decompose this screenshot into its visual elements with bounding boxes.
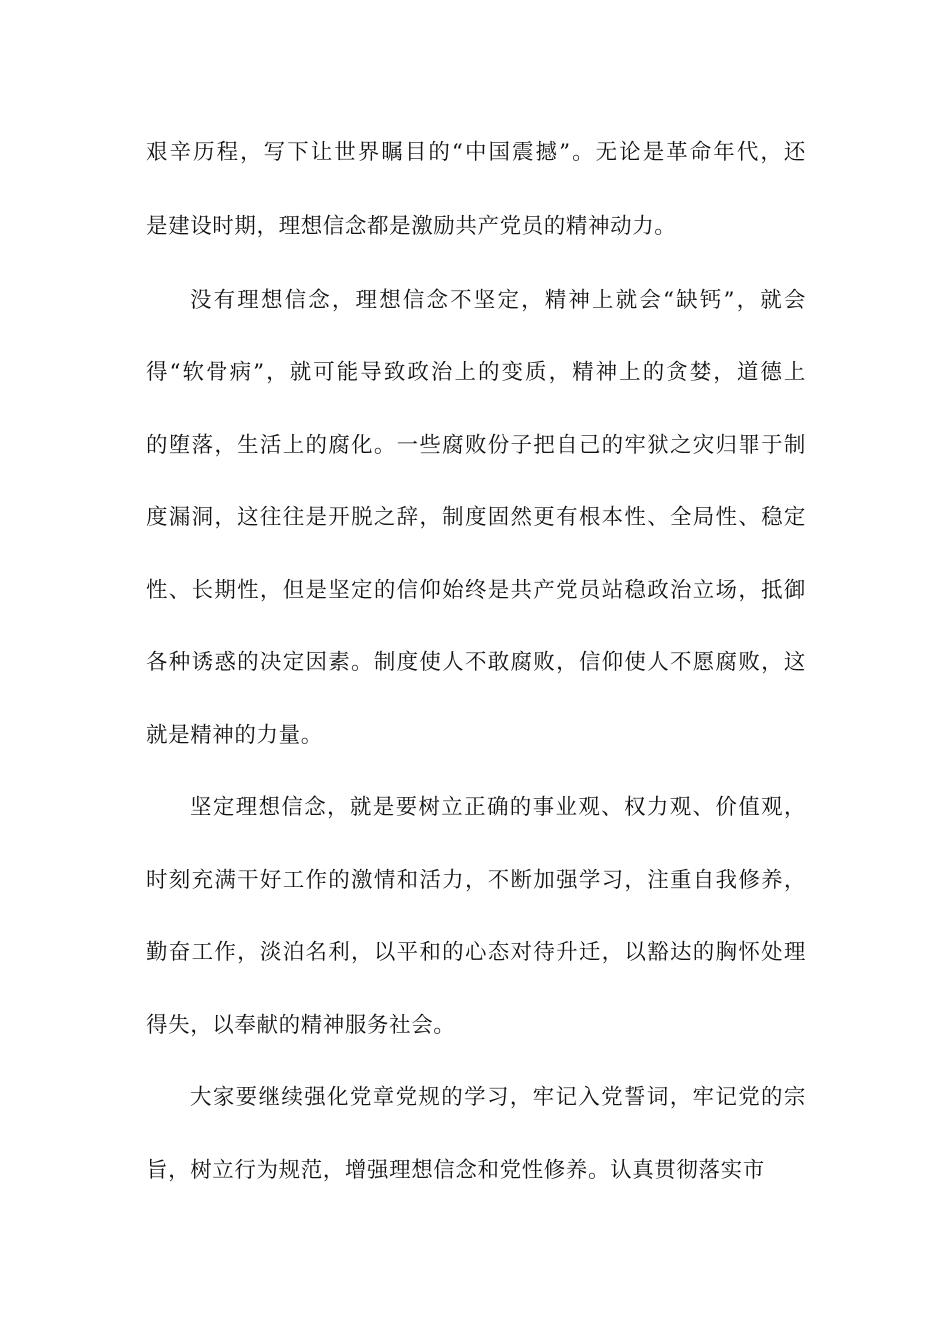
text-line: 性、长期性，但是坚定的信仰始终是共产党员站稳政治立场，抵御 bbox=[146, 578, 806, 603]
text-line: 得失，以奉献的精神服务社会。 bbox=[146, 1013, 456, 1038]
text-line: 是建设时期，理想信念都是激励共产党员的精神动力。 bbox=[146, 214, 677, 239]
text-line: 旨，树立行为规范，增强理想信念和党性修养。认真贯彻落实市 bbox=[146, 1158, 765, 1183]
paragraph-start-line: 大家要继续强化党章党规的学习，牢记入党誓词，牢记党的宗 bbox=[190, 1085, 806, 1110]
text-line: 度漏洞，这往往是开脱之辞，制度固然更有根本性、全局性、稳定 bbox=[146, 505, 806, 530]
text-line: 得“软骨病”，就可能导致政治上的变质，精神上的贪婪，道德上 bbox=[146, 360, 806, 385]
text-line: 时刻充满干好工作的激情和活力，不断加强学习，注重自我修养， bbox=[146, 868, 806, 893]
text-line: 艰辛历程，写下让世界瞩目的“中国震撼”。无论是革命年代，还 bbox=[146, 140, 806, 165]
text-line: 各种诱惑的决定因素。制度使人不敢腐败，信仰使人不愿腐败，这 bbox=[146, 650, 806, 675]
paragraph-start-line: 没有理想信念，理想信念不坚定，精神上就会“缺钙”，就会 bbox=[190, 288, 806, 313]
text-line: 就是精神的力量。 bbox=[146, 723, 323, 748]
text-line: 的堕落，生活上的腐化。一些腐败份子把自己的牢狱之灾归罪于制 bbox=[146, 433, 806, 458]
paragraph-start-line: 坚定理想信念，就是要树立正确的事业观、权力观、价值观， bbox=[190, 795, 806, 820]
text-line: 勤奋工作，淡泊名利，以平和的心态对待升迁，以豁达的胸怀处理 bbox=[146, 940, 806, 965]
